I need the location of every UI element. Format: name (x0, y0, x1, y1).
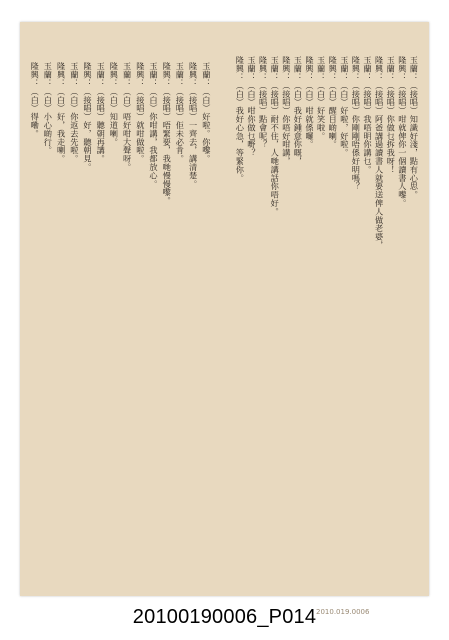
dialogue-column: 隆興：（白）醒目啲喇。 (328, 56, 339, 149)
dialogue-column: 隆興：（接唱）唔緊要，我哋慢慢嚟。 (162, 62, 173, 205)
dialogue-column: 隆興：（白）知道喇。 (109, 62, 120, 146)
dialogue-column: 隆興：（接唱）你剛剛唔係好明嗎？ (351, 56, 362, 191)
dialogue-column: 玉蘭：（白）你返去先啦。 (69, 62, 80, 163)
dialogue-column: 玉蘭：（接唱）知識好淺，點有心思。 (409, 56, 420, 199)
dialogue-column: 玉蘭：（接唱）耐不住，人哋講話你唔好。 (270, 56, 281, 216)
dialogue-column: 玉蘭：（接唱）我唔明你講乜。 (363, 56, 373, 174)
dialogue-column: 玉蘭：（白）咁你做乜嘢？ (247, 56, 257, 157)
dialogue-column: 玉蘭：（白）我好鍾意你嘅， (293, 56, 304, 166)
dialogue-column: 隆興：（接唱）一齊去，講清楚。 (188, 62, 199, 188)
dialogue-column: 隆興：（接唱）就咁做啦。 (135, 62, 146, 163)
dialogue-column: 玉蘭：（接唱）佢未必肯。 (175, 62, 186, 163)
archive-stamp: 2010.019.0006 (316, 608, 370, 616)
dialogue-column: 隆興：（白）好，我走喇。 (56, 62, 67, 163)
dialogue-column: 隆興：（接唱）咁就俾你一個讀書人嚟。 (397, 56, 408, 208)
page-caption: 20100190006_P014 (132, 606, 317, 628)
dialogue-column: 隆興：（接唱）你唔好咁講， (281, 56, 292, 166)
dialogue-column: 玉蘭：（白）小心啲行。 (43, 62, 54, 155)
dialogue-column: 隆興：（白）我好心急，等緊你。 (235, 56, 246, 182)
left-text-block (28, 62, 214, 532)
dialogue-column: 玉蘭：（白）好啦。你嚟。 (201, 62, 212, 163)
dialogue-column: 隆興：（白）咁就係囉。 (305, 56, 315, 149)
dialogue-column: 玉蘭：（白）唔好咁大聲呀。 (122, 62, 133, 172)
dialogue-column: 玉蘭：（白）好啦，好啦。 (339, 56, 350, 157)
dialogue-column: 玉蘭：（接唱）你做乜拆我呀！ (386, 56, 397, 174)
dialogue-column: 隆興：（接唱）好，聽朝見。 (83, 62, 93, 172)
dialogue-column: 隆興：（接唱）阿爸講過讀書人就要送俾人做老婆， (374, 56, 385, 250)
dialogue-column: 玉蘭：（白）好笑啦。 (316, 56, 327, 140)
script-page (20, 22, 429, 616)
dialogue-column: 隆興：（接唱）點會呢？ (258, 56, 269, 149)
dialogue-column: 隆興：（白）得嘞。 (30, 62, 41, 138)
right-text-block (234, 56, 420, 476)
dialogue-column: 玉蘭：（接唱）聽朝再講。 (96, 62, 107, 163)
dialogue-column: 玉蘭：（白）你咁講，我都放心。 (149, 62, 159, 188)
